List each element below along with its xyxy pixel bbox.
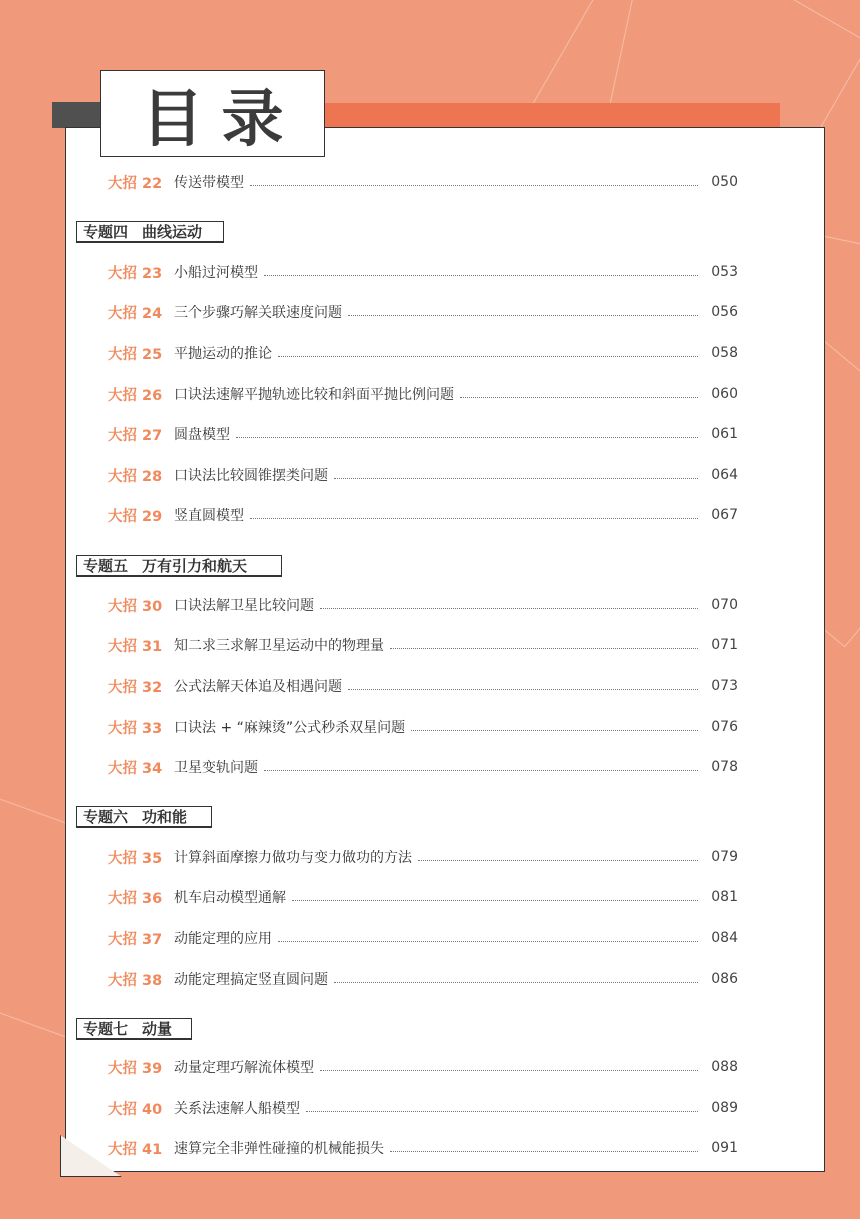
toc-entry[interactable]: [108, 464, 738, 486]
entry-title: 圆盘模型: [174, 427, 230, 443]
entry-title: 口诀法解卫星比较问题: [174, 598, 314, 614]
entry-number: 大招 23: [108, 265, 163, 282]
section-label: 专题五: [83, 557, 129, 575]
toc-entry[interactable]: [108, 594, 738, 616]
dot-leader: [250, 185, 698, 186]
toc-entry[interactable]: [108, 634, 738, 656]
section-label: 专题四: [83, 223, 129, 241]
page-number: 091: [711, 1140, 738, 1156]
dot-leader: [236, 437, 698, 438]
entry-number: 大招 40: [108, 1101, 163, 1118]
page-number: 071: [711, 637, 738, 653]
toc-entry[interactable]: [108, 1137, 738, 1159]
entry-number: 大招 29: [108, 508, 163, 525]
page-number: 084: [711, 930, 738, 946]
toc-entry[interactable]: [108, 846, 738, 868]
page-number: 073: [711, 678, 738, 694]
page-number: 058: [711, 345, 738, 361]
dot-leader: [292, 900, 698, 901]
entry-title: 平抛运动的推论: [174, 346, 272, 362]
section-title: 动量: [142, 1020, 173, 1038]
toc-entry[interactable]: [108, 1056, 738, 1078]
entry-title: 速算完全非弹性碰撞的机械能损失: [174, 1141, 384, 1157]
toc-entry[interactable]: [108, 1097, 738, 1119]
entry-title: 动能定理的应用: [174, 931, 272, 947]
section-heading: [76, 221, 224, 243]
toc-entry[interactable]: [108, 383, 738, 405]
page-number: 079: [711, 849, 738, 865]
entry-title: 计算斜面摩擦力做功与变力做功的方法: [174, 850, 412, 866]
entry-number: 大招 38: [108, 972, 163, 989]
entry-number: 大招 33: [108, 720, 163, 737]
dot-leader: [418, 860, 698, 861]
dot-leader: [390, 648, 698, 649]
dot-leader: [320, 608, 698, 609]
dot-leader: [334, 982, 698, 983]
entry-title: 动量定理巧解流体模型: [174, 1060, 314, 1076]
entry-number: 大招 22: [108, 175, 163, 192]
toc-entry[interactable]: [108, 716, 738, 738]
section-heading: [76, 1018, 192, 1040]
dot-leader: [320, 1070, 698, 1071]
entry-title: 三个步骤巧解关联速度问题: [174, 305, 342, 321]
dot-leader: [460, 397, 698, 398]
section-label: 专题六: [83, 808, 129, 826]
page-number: 086: [711, 971, 738, 987]
toc-entry[interactable]: [108, 261, 738, 283]
page-number: 078: [711, 759, 738, 775]
entry-number: 大招 35: [108, 850, 163, 867]
dot-leader: [278, 941, 698, 942]
entry-number: 大招 26: [108, 387, 163, 404]
entry-number: 大招 24: [108, 305, 163, 322]
entry-number: 大招 27: [108, 427, 163, 444]
page-number: 050: [711, 174, 738, 190]
toc-entry[interactable]: [108, 968, 738, 990]
page-number: 089: [711, 1100, 738, 1116]
toc-entry[interactable]: [108, 423, 738, 445]
dot-leader: [348, 689, 698, 690]
page-title: 目录: [141, 82, 302, 155]
page-number: 056: [711, 304, 738, 320]
page-number: 060: [711, 386, 738, 402]
entry-title: 机车启动模型通解: [174, 890, 286, 906]
page-number: 081: [711, 889, 738, 905]
entry-title: 传送带模型: [174, 175, 244, 191]
dot-leader: [264, 275, 698, 276]
dot-leader: [411, 730, 698, 731]
page-number: 061: [711, 426, 738, 442]
toc-entry[interactable]: [108, 171, 738, 193]
dot-leader: [390, 1151, 698, 1152]
dot-leader: [250, 518, 698, 519]
entry-title: 口诀法速解平抛轨迹比较和斜面平抛比例问题: [174, 387, 454, 403]
toc-entry[interactable]: [108, 927, 738, 949]
entry-number: 大招 34: [108, 760, 163, 777]
dot-leader: [306, 1111, 698, 1112]
toc-entry[interactable]: [108, 504, 738, 526]
entry-number: 大招 36: [108, 890, 163, 907]
entry-title: 卫星变轨问题: [174, 760, 258, 776]
entry-title: 竖直圆模型: [174, 508, 244, 524]
dot-leader: [264, 770, 698, 771]
entry-title: 动能定理搞定竖直圆问题: [174, 972, 328, 988]
entry-number: 大招 39: [108, 1060, 163, 1077]
page-number: 053: [711, 264, 738, 280]
section-label: 专题七: [83, 1020, 129, 1038]
entry-number: 大招 25: [108, 346, 163, 363]
entry-number: 大招 28: [108, 468, 163, 485]
entry-title: 口诀法比较圆锥摆类问题: [174, 468, 328, 484]
dot-leader: [334, 478, 698, 479]
entry-number: 大招 30: [108, 598, 163, 615]
section-title: 曲线运动: [142, 223, 203, 241]
page-number: 064: [711, 467, 738, 483]
section-title: 万有引力和航天: [142, 557, 248, 575]
toc-entry[interactable]: [108, 342, 738, 364]
toc-entry[interactable]: [108, 756, 738, 778]
entry-number: 大招 41: [108, 1141, 163, 1158]
page-number: 076: [711, 719, 738, 735]
section-heading: [76, 555, 282, 577]
entry-number: 大招 31: [108, 638, 163, 655]
entry-title: 口诀法 + “麻辣烫”公式秒杀双星问题: [174, 720, 406, 736]
section-title: 功和能: [142, 808, 188, 826]
page-number: 070: [711, 597, 738, 613]
page-number: 067: [711, 507, 738, 523]
toc-entry[interactable]: [108, 886, 738, 908]
dot-leader: [348, 315, 698, 316]
entry-number: 大招 37: [108, 931, 163, 948]
section-heading: [76, 806, 212, 828]
dot-leader: [278, 356, 698, 357]
page-number: 088: [711, 1059, 738, 1075]
toc-entry[interactable]: [108, 675, 738, 697]
entry-title: 关系法速解人船模型: [174, 1101, 300, 1117]
entry-title: 知二求三求解卫星运动中的物理量: [174, 638, 384, 654]
entry-title: 小船过河模型: [174, 265, 258, 281]
entry-title: 公式法解天体追及相遇问题: [174, 679, 342, 695]
entry-number: 大招 32: [108, 679, 163, 696]
toc-entry[interactable]: [108, 301, 738, 323]
